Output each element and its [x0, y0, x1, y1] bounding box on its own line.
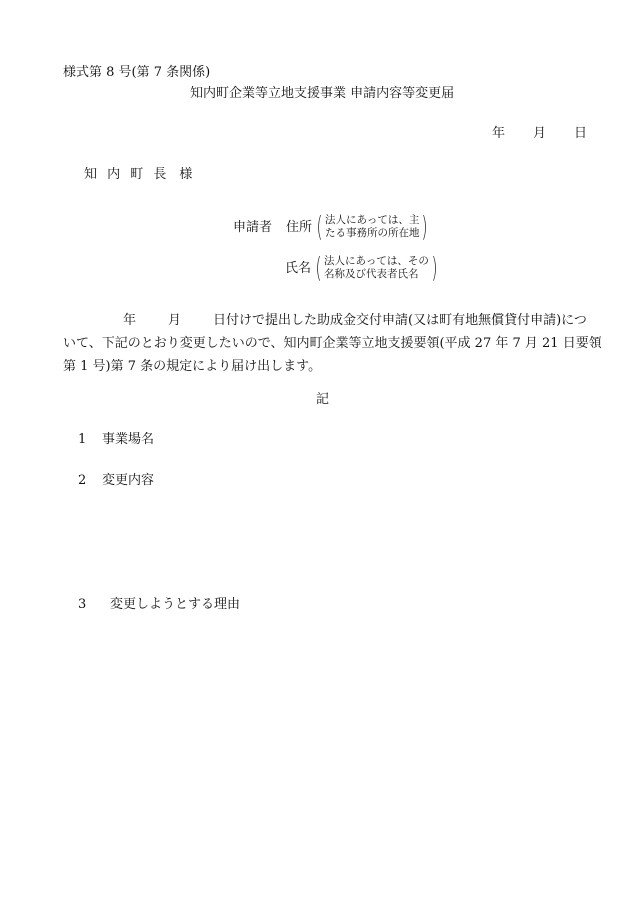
body-paragraph	[63, 309, 602, 378]
body-line1-text: 日付けで提出した助成金交付申請(又は町有地無償貸付申請)につ	[213, 313, 587, 328]
list-item	[78, 598, 240, 611]
applicant-label: 申請者	[233, 219, 273, 235]
name-note-line1: 法人にあっては、その	[323, 255, 429, 267]
date-line	[492, 127, 587, 140]
date-year: 年	[492, 126, 506, 141]
body-year: 年	[123, 313, 137, 328]
document-title: 知内町企業等立地支援事業 申請内容等変更届	[190, 86, 455, 101]
name-note-close-paren: )	[431, 251, 438, 284]
name-note-open-paren: (	[315, 251, 322, 284]
list-item	[78, 433, 154, 446]
address-note-line2: たる事務所の所在地	[324, 227, 420, 239]
name-note-line2: 名称及び代表者氏名	[323, 268, 419, 280]
date-month: 月	[533, 126, 547, 141]
address-note	[314, 210, 430, 243]
address-note-open-paren: (	[316, 210, 323, 243]
ki-heading: 記	[316, 392, 330, 407]
item-number: 1	[78, 432, 87, 447]
body-line-3: 第 1 号)第 7 条の規定により届け出します。	[63, 359, 322, 374]
body-line-2: いて、下記のとおり変更したいので、知内町企業等立地支援要領(平成 27 年 7 月 21 日要領	[63, 336, 602, 351]
item-number: 3	[78, 597, 87, 612]
applicant-name-row	[285, 251, 440, 284]
addressee	[84, 168, 195, 181]
name-label: 氏名	[285, 260, 312, 276]
body-line-1	[63, 309, 587, 332]
address-label: 住所	[286, 219, 313, 235]
item-label: 事業場名	[102, 432, 155, 447]
name-note	[313, 251, 440, 284]
addressee-honorific: 様	[179, 167, 196, 182]
addressee-name: 知 内 町 長	[84, 167, 170, 182]
item-label: 変更しようとする理由	[110, 597, 241, 612]
item-number: 2	[78, 473, 87, 488]
form-number-label: 様式第 8 号(第 7 条関係)	[63, 65, 211, 80]
applicant-address-row	[233, 210, 430, 243]
list-item	[78, 474, 154, 487]
address-note-line1: 法人にあっては、主	[324, 214, 420, 226]
date-day: 日	[574, 126, 588, 141]
body-month: 月	[168, 313, 182, 328]
address-note-close-paren: )	[421, 210, 428, 243]
item-label: 変更内容	[102, 473, 155, 488]
